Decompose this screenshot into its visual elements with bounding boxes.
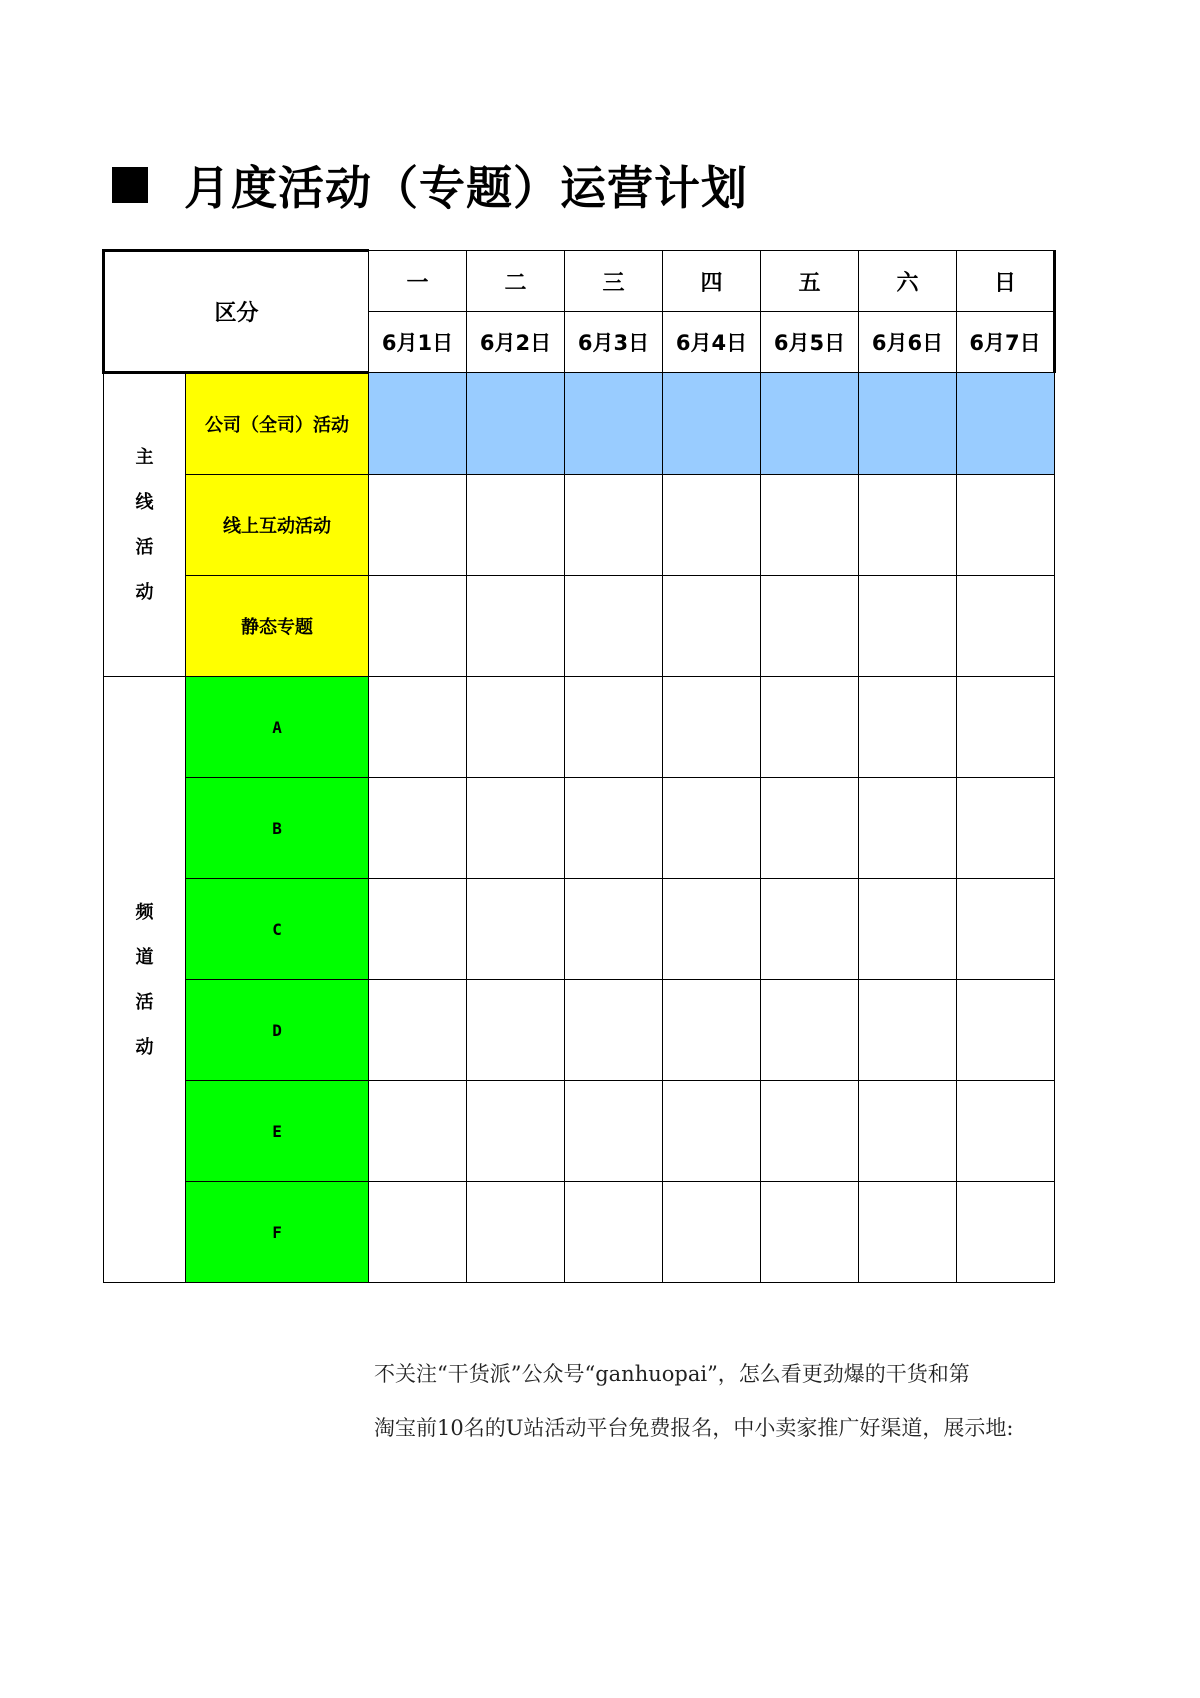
plan-cell[interactable] — [565, 980, 663, 1081]
row-label-channel-a: A — [186, 677, 369, 778]
plan-cell[interactable] — [957, 1182, 1055, 1283]
plan-cell[interactable] — [761, 1081, 859, 1182]
row-label-channel-c: C — [186, 879, 369, 980]
row-label-online-interactive: 线上互动活动 — [186, 475, 369, 576]
plan-cell[interactable] — [957, 980, 1055, 1081]
plan-cell[interactable] — [369, 778, 467, 879]
weekday-cell: 二 — [467, 251, 565, 312]
row-label-channel-b: B — [186, 778, 369, 879]
plan-cell[interactable] — [663, 1081, 761, 1182]
plan-cell[interactable] — [663, 677, 761, 778]
date-cell: 6月5日 — [761, 312, 859, 373]
plan-cell[interactable] — [565, 879, 663, 980]
plan-cell[interactable] — [467, 980, 565, 1081]
group-main-label — [104, 373, 186, 677]
plan-cell[interactable] — [565, 1182, 663, 1283]
plan-cell[interactable] — [369, 677, 467, 778]
date-cell: 6月4日 — [663, 312, 761, 373]
group-channel-label — [104, 677, 186, 1283]
plan-cell[interactable] — [565, 1081, 663, 1182]
plan-cell[interactable] — [467, 778, 565, 879]
plan-cell[interactable] — [467, 1182, 565, 1283]
table-row — [104, 475, 1055, 576]
group-main-text: 主线活动 — [135, 447, 154, 603]
weekday-header-row — [104, 251, 1055, 312]
footer-note-line-1: 不关注“干货派”公众号“ganhuopai”，怎么看更劲爆的干货和第 — [374, 1362, 970, 1386]
row-label-static-topic: 静态专题 — [186, 576, 369, 677]
plan-cell[interactable] — [369, 475, 467, 576]
plan-cell[interactable] — [859, 373, 957, 475]
plan-cell[interactable] — [467, 1081, 565, 1182]
table-row — [104, 1081, 1055, 1182]
plan-cell[interactable] — [761, 1182, 859, 1283]
footer-note-line-2: 淘宝前10名的U站活动平台免费报名，中小卖家推广好渠道，展示地: — [374, 1416, 1014, 1440]
table-row — [104, 576, 1055, 677]
activity-plan-table — [102, 249, 1056, 1283]
plan-cell[interactable] — [369, 1081, 467, 1182]
weekday-cell: 一 — [369, 251, 467, 312]
plan-cell[interactable] — [565, 778, 663, 879]
plan-cell[interactable] — [565, 373, 663, 475]
row-label-channel-d: D — [186, 980, 369, 1081]
weekday-cell: 三 — [565, 251, 663, 312]
plan-cell[interactable] — [663, 1182, 761, 1283]
plan-cell[interactable] — [761, 677, 859, 778]
plan-cell[interactable] — [957, 1081, 1055, 1182]
plan-cell[interactable] — [467, 373, 565, 475]
plan-cell[interactable] — [663, 576, 761, 677]
plan-cell[interactable] — [859, 1182, 957, 1283]
row-label-company-activity: 公司（全司）活动 — [186, 373, 369, 475]
corner-label: 区分 — [104, 251, 369, 373]
plan-cell[interactable] — [957, 373, 1055, 475]
date-cell: 6月7日 — [957, 312, 1055, 373]
plan-cell[interactable] — [859, 677, 957, 778]
weekday-cell: 五 — [761, 251, 859, 312]
plan-cell[interactable] — [663, 980, 761, 1081]
table-row — [104, 879, 1055, 980]
page-title — [112, 150, 748, 220]
plan-cell[interactable] — [369, 576, 467, 677]
date-cell: 6月3日 — [565, 312, 663, 373]
plan-cell[interactable] — [467, 677, 565, 778]
group-channel-text: 频道活动 — [135, 901, 154, 1058]
plan-cell[interactable] — [761, 980, 859, 1081]
date-cell: 6月6日 — [859, 312, 957, 373]
plan-cell[interactable] — [467, 475, 565, 576]
plan-cell[interactable] — [467, 576, 565, 677]
table-row — [104, 373, 1055, 475]
plan-cell[interactable] — [957, 475, 1055, 576]
date-cell: 6月2日 — [467, 312, 565, 373]
plan-cell[interactable] — [957, 879, 1055, 980]
plan-cell[interactable] — [957, 677, 1055, 778]
square-bullet-icon — [112, 167, 148, 203]
date-cell: 6月1日 — [369, 312, 467, 373]
plan-cell[interactable] — [663, 778, 761, 879]
plan-cell[interactable] — [859, 576, 957, 677]
plan-cell[interactable] — [957, 576, 1055, 677]
plan-cell[interactable] — [663, 373, 761, 475]
plan-cell[interactable] — [369, 1182, 467, 1283]
weekday-cell: 日 — [957, 251, 1055, 312]
page-title-text: 月度活动（专题）运营计划 — [184, 161, 748, 215]
plan-cell[interactable] — [761, 373, 859, 475]
plan-cell[interactable] — [565, 677, 663, 778]
table-row — [104, 778, 1055, 879]
plan-cell[interactable] — [761, 778, 859, 879]
table-row — [104, 980, 1055, 1081]
row-label-channel-f: F — [186, 1182, 369, 1283]
table-row — [104, 677, 1055, 778]
plan-cell[interactable] — [859, 1081, 957, 1182]
plan-cell[interactable] — [859, 778, 957, 879]
plan-cell[interactable] — [859, 475, 957, 576]
plan-cell[interactable] — [761, 475, 859, 576]
plan-cell[interactable] — [565, 475, 663, 576]
weekday-cell: 六 — [859, 251, 957, 312]
plan-cell[interactable] — [859, 980, 957, 1081]
plan-cell[interactable] — [565, 576, 663, 677]
plan-cell[interactable] — [761, 879, 859, 980]
plan-cell[interactable] — [369, 879, 467, 980]
plan-cell[interactable] — [761, 576, 859, 677]
plan-cell[interactable] — [369, 373, 467, 475]
plan-cell[interactable] — [663, 879, 761, 980]
plan-cell[interactable] — [957, 778, 1055, 879]
plan-cell[interactable] — [369, 980, 467, 1081]
plan-cell[interactable] — [467, 879, 565, 980]
row-label-channel-e: E — [186, 1081, 369, 1182]
plan-cell[interactable] — [663, 475, 761, 576]
table-row — [104, 1182, 1055, 1283]
weekday-cell: 四 — [663, 251, 761, 312]
plan-cell[interactable] — [859, 879, 957, 980]
